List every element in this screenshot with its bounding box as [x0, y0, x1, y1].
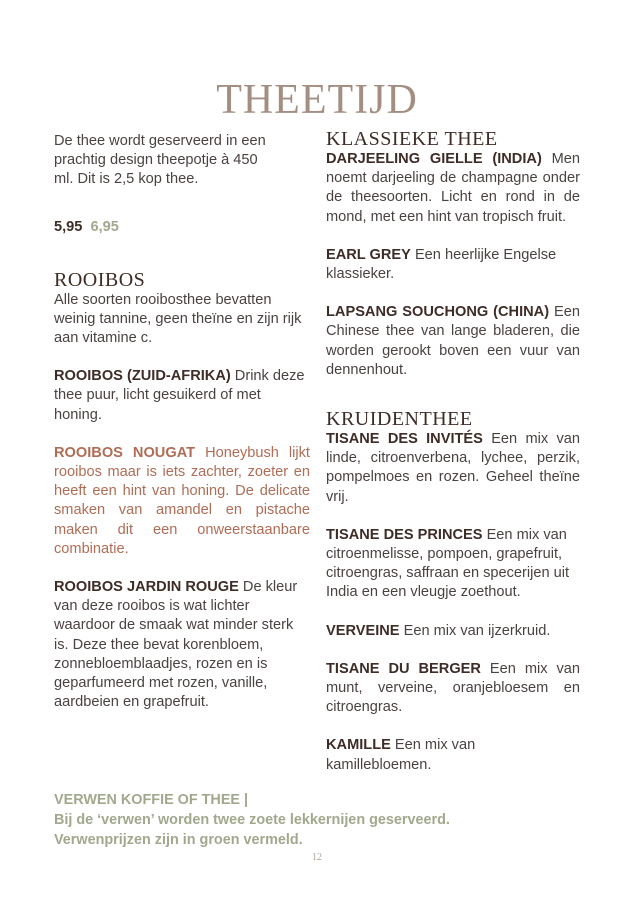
right-column: [326, 128, 580, 775]
footer-line: Verwenprijzen zijn in groen vermeld.: [54, 832, 303, 848]
item-description: Een heerlijke Engelse klassieker.: [326, 246, 557, 283]
left-column: [54, 132, 310, 712]
item-description: Een Chinese thee van lange bladeren, die worden gerookt boven een vuur van dennenhout.: [326, 304, 580, 378]
menu-item-kamille: [326, 736, 580, 774]
item-name: TISANE DES PRINCES: [326, 526, 483, 543]
item-description: Een mix van linde, citroenverbena, lychee, perzik, pompelmoes en rozen. Geheel theïne vrij.: [326, 431, 580, 505]
item-name: TISANE DES INVITÉS: [326, 431, 483, 448]
item-description: Men noemt darjeeling de champagne onder de theesoorten. Licht en rond in de mond, met een hint van tropisch fruit.: [326, 151, 580, 225]
section-heading-kruidenthee: KRUIDENTHEE: [326, 408, 473, 431]
page-number: 12: [312, 852, 322, 863]
footer-note: [54, 790, 534, 850]
menu-item-tisane-du-berger: [326, 660, 580, 718]
intro-text: De thee wordt geserveerd in een prachtig design theepotje à 450 ml. Dit is 2,5 kop thee.: [54, 133, 266, 188]
menu-item-rooibos-nougat: [54, 444, 310, 559]
item-name: DARJEELING GIELLE (INDIA): [326, 151, 542, 167]
rooibos-intro: Alle soorten rooibosthee bevatten weinig tannine, geen theïne en zijn rijk aan vitamine c.: [54, 291, 302, 347]
section-heading-rooibos: ROOIBOS: [54, 268, 146, 291]
menu-item-tisane-des-invites: [326, 430, 580, 507]
item-description: Drink deze thee puur, licht gesuikerd of met honing.: [54, 368, 305, 423]
price-green: 6,95: [90, 218, 119, 235]
footer-line: Bij de ‘verwen’ worden twee zoete lekkernijen geserveerd.: [54, 812, 450, 828]
menu-item-tisane-des-princes: [326, 526, 580, 603]
menu-item-verveine: [326, 622, 580, 641]
item-name: EARL GREY: [326, 246, 411, 263]
item-description: Een mix van munt, verveine, oranjebloesem en citroengras.: [326, 660, 581, 716]
price-regular: 5,95: [54, 218, 83, 235]
page-title: THEETIJD: [216, 77, 418, 124]
item-name: KAMILLE: [326, 737, 391, 754]
item-description: Honeybush lijkt rooibos maar is iets zachter, zoeter en heeft een hint van honing. De delicate smaken van amandel en pistache maken dit een onweerstaanbare combinatie.: [54, 444, 310, 557]
menu-item-earl-grey: [326, 246, 580, 284]
menu-item-rooibos-jardin-rouge: [54, 578, 310, 712]
item-name: ROOIBOS JARDIN ROUGE: [54, 579, 239, 596]
item-description: Een mix van kamillebloemen.: [326, 737, 476, 773]
item-name: ROOIBOS (ZUID-AFRIKA): [54, 368, 231, 385]
footer-heading: VERWEN KOFFIE OF THEE |: [54, 792, 249, 808]
item-description: De kleur van deze rooibos is wat lichter waardoor de smaak wat minder sterk is. Deze thee bevat korenbloem, zonnebloemblaadjes, rozen en is geparfumeerd met rozen, vanille, aardbeien en grapefruit.: [54, 579, 298, 711]
item-name: VERVEINE: [326, 622, 400, 639]
item-name: TISANE DU BERGER: [326, 660, 481, 677]
menu-item-rooibos-zuid-afrika: [54, 367, 310, 425]
item-name: LAPSANG SOUCHONG (CHINA): [326, 304, 550, 321]
section-heading-klassieke-thee: KLASSIEKE THEE: [326, 128, 498, 150]
item-description: Een mix van ijzerkruid.: [399, 622, 551, 639]
item-name: ROOIBOS NOUGAT: [54, 444, 196, 461]
price-row: [54, 218, 310, 237]
menu-item-darjeeling: [326, 150, 580, 227]
item-description: Een mix van citroenmelisse, pompoen, grapefruit, citroengras, saffraan en specerijen uit India en een vleugje zoethout.: [326, 526, 570, 601]
menu-item-lapsang-souchong: [326, 303, 580, 380]
